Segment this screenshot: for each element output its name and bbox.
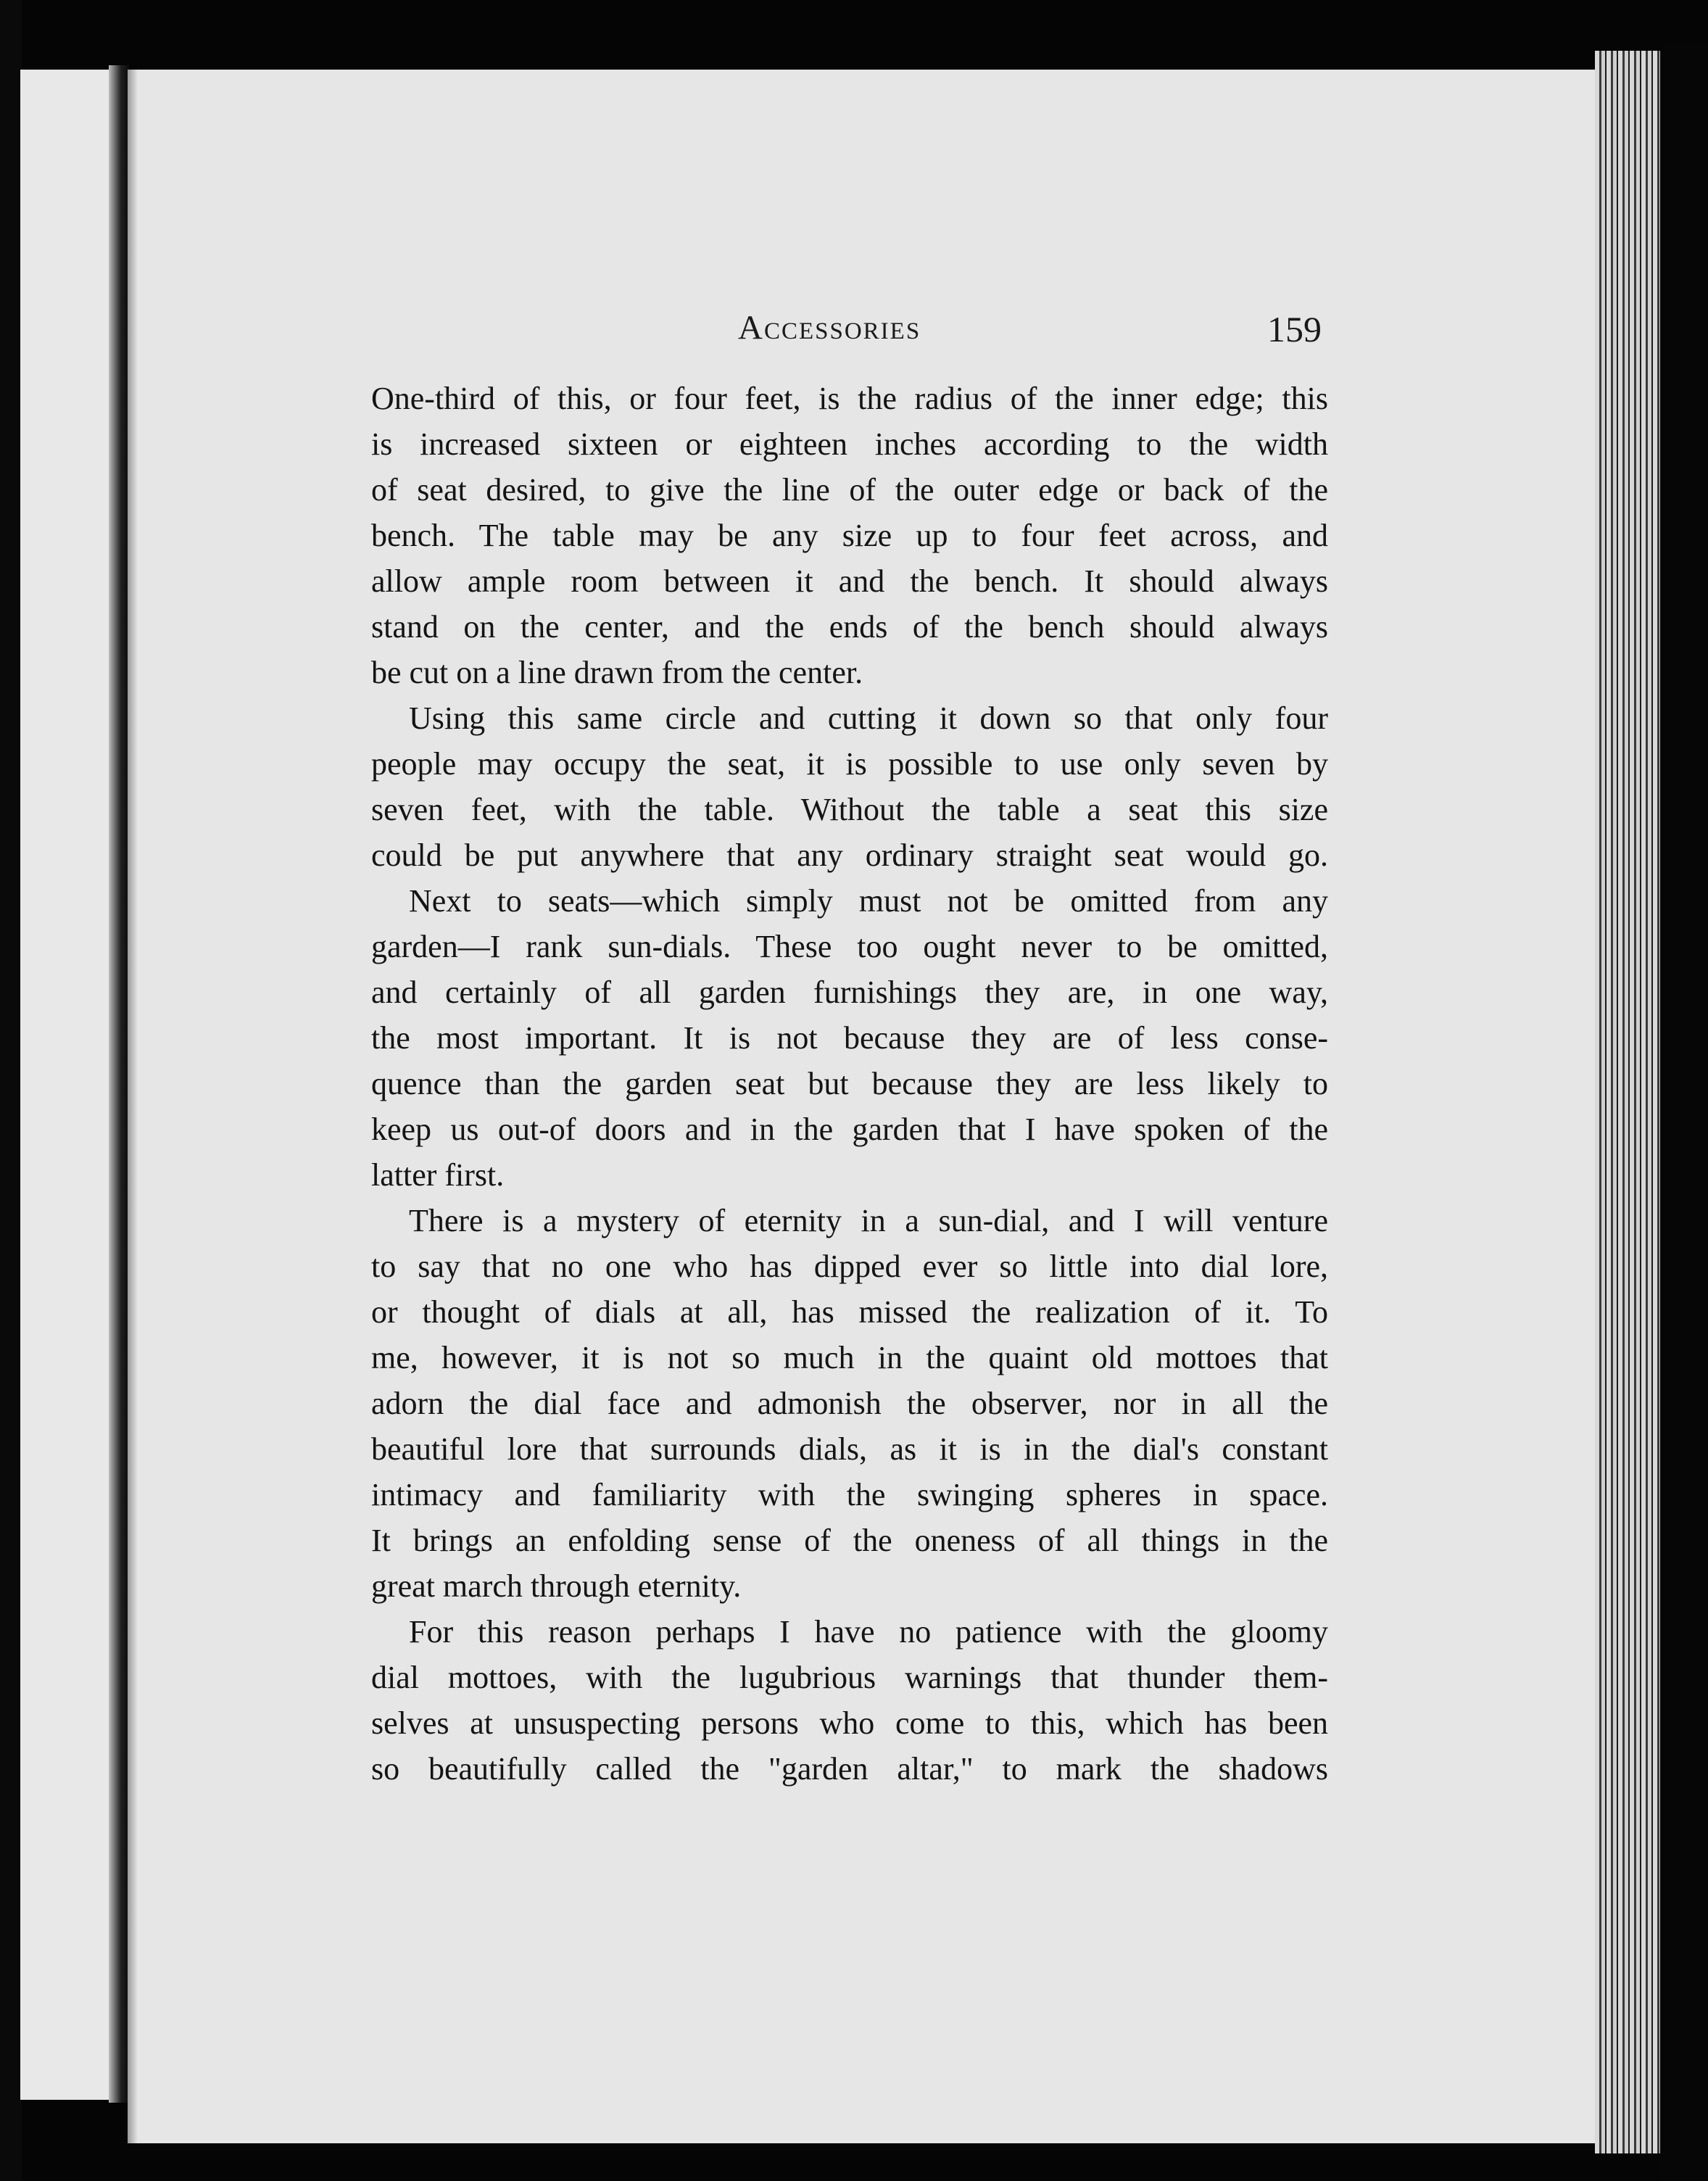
text-line: be cut on a line drawn from the center. — [371, 655, 863, 690]
text-line: of seat desired, to give the line of the outer edge or back of the — [371, 472, 1328, 508]
text-line: or thought of dials at all, has missed the realization of it. To — [371, 1294, 1328, 1330]
text-line: latter first. — [371, 1157, 505, 1193]
text-line: me, however, it is not so much in the quaint old mottoes that — [371, 1340, 1328, 1375]
text-line: allow ample room between it and the bench. It should always — [371, 563, 1328, 599]
text-line: bench. The table may be any size up to four feet across, and — [371, 518, 1328, 553]
text-line: garden—I rank sun-dials. These too ought never to be omitted, — [371, 929, 1328, 964]
page-gutter-shadow — [128, 70, 138, 2143]
scan-border-left — [0, 0, 22, 2181]
text-line: Next to seats—which simply must not be omitted from any — [409, 883, 1328, 919]
text-line: seven feet, with the table. Without the table a seat this size — [371, 792, 1328, 827]
text-line: keep us out-of doors and in the garden that I have spoken of the — [371, 1112, 1328, 1147]
page-stack-edges — [1595, 51, 1660, 2153]
text-line: so beautifully called the "garden altar," to mark the shadows — [371, 1751, 1328, 1787]
text-line: selves at unsuspecting persons who come to this, which has been — [371, 1705, 1328, 1741]
text-line: and certainly of all garden furnishings they are, in one way, — [371, 974, 1328, 1010]
text-line: There is a mystery of eternity in a sun-dial, and I will venture — [409, 1203, 1328, 1238]
text-line: beautiful lore that surrounds dials, as it is in the dial's constant — [371, 1431, 1328, 1467]
text-line: For this reason perhaps I have no patience with the gloomy — [409, 1614, 1328, 1650]
text-line: great march through eternity. — [371, 1568, 742, 1604]
running-head: Accessories — [738, 309, 921, 347]
text-line: dial mottoes, with the lugubrious warnings that thunder them- — [371, 1660, 1328, 1695]
text-line: intimacy and familiarity with the swinging spheres in space. — [371, 1477, 1328, 1512]
body-text — [371, 376, 1328, 1792]
text-line: people may occupy the seat, it is possible to use only seven by — [371, 746, 1328, 782]
text-line: It brings an enfolding sense of the oneness of all things in the — [371, 1523, 1328, 1558]
text-line: could be put anywhere that any ordinary straight seat would go. — [371, 837, 1328, 873]
book-gutter — [109, 65, 129, 2103]
text-line: the most important. It is not because they are of less conse- — [371, 1020, 1328, 1056]
text-line: is increased sixteen or eighteen inches according to the width — [371, 426, 1328, 462]
scan-border-right — [1660, 44, 1708, 2181]
text-line: adorn the dial face and admonish the observer, nor in all the — [371, 1386, 1328, 1421]
text-line: Using this same circle and cutting it down so that only four — [409, 700, 1328, 736]
text-line: stand on the center, and the ends of the bench should always — [371, 609, 1328, 645]
page-number: 159 — [1267, 309, 1322, 349]
text-line: quence than the garden seat but because they are less likely to — [371, 1066, 1328, 1101]
text-line: One-third of this, or four feet, is the radius of the inner edge; this — [371, 381, 1328, 416]
text-line: to say that no one who has dipped ever so little into dial lore, — [371, 1249, 1328, 1284]
